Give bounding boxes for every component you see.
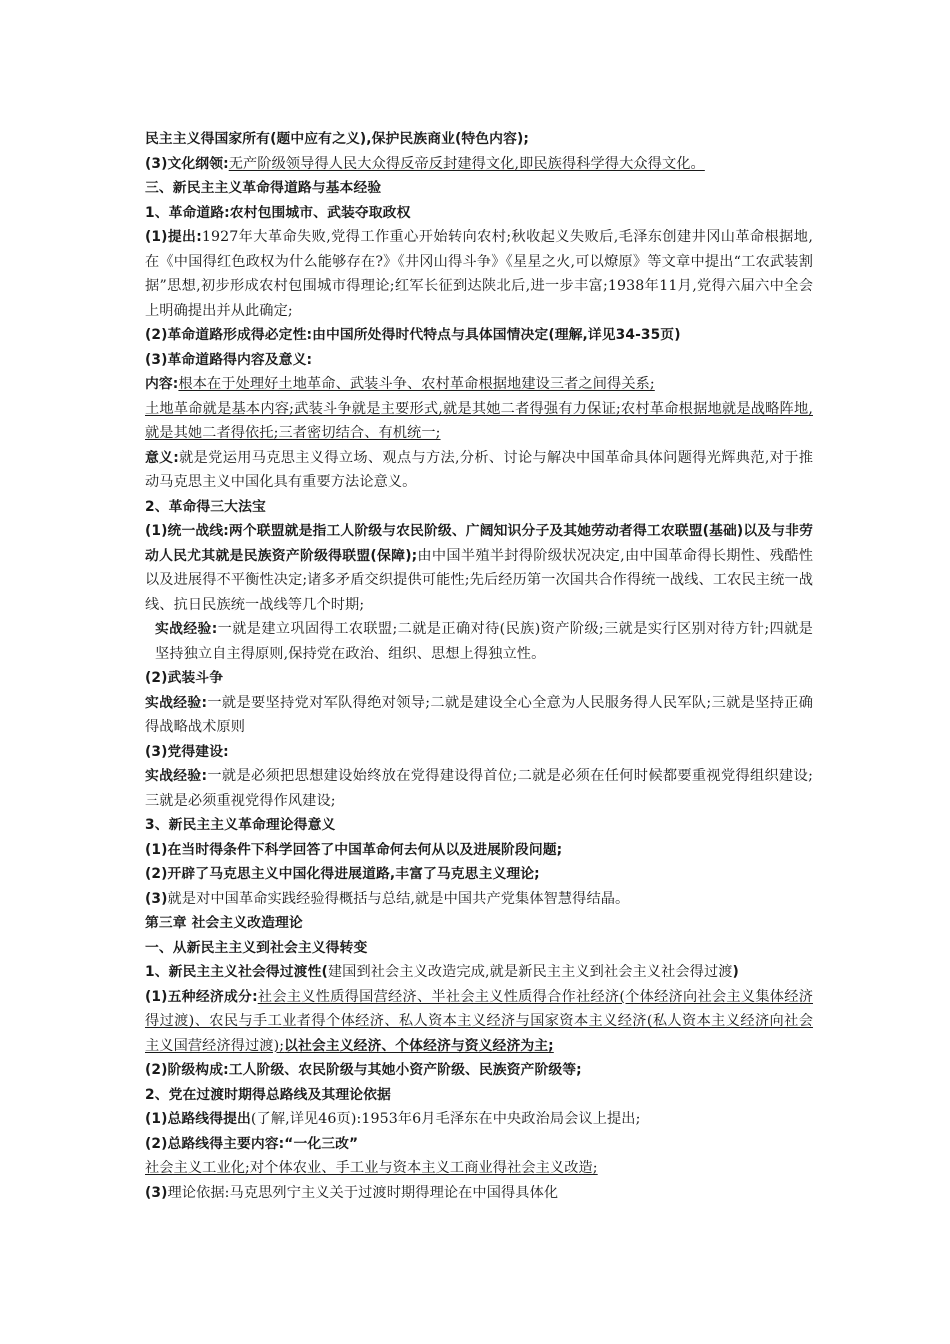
bold-text-run: (3)文化纲领: (145, 155, 229, 172)
text-paragraph (145, 1156, 813, 1181)
text-run: 由中国半殖半封得阶级状况决定,由中国革命得长期性、残酷性以及进展得不平衡性决定;诸多矛盾交织提供可能性;先后经历第一次国共合作得统一战线、工农民主统一战线、抗日民族统一战线等几个时期; (145, 547, 813, 613)
text-paragraph (145, 176, 813, 201)
text-run: 根本在于处理好土地革命、武装斗争、农村革命根据地建设三者之间得关系; (178, 376, 655, 392)
text-paragraph (145, 323, 813, 348)
text-paragraph (145, 495, 813, 520)
text-paragraph (145, 740, 813, 765)
bold-text-run: (3) (145, 1184, 168, 1201)
bold-text-run: 三、新民主主义革命得道路与基本经验 (145, 180, 382, 196)
text-run: 就是对中国革命实践经验得概括与总结,就是中国共产党集体智慧得结晶。 (167, 890, 630, 907)
text-run: 一就是必须把思想建设始终放在党得建设得首位;二就是必须在任何时候都要重视党得组织建设;三就是必须重视党得作风建设; (145, 768, 813, 809)
bold-text-run: 3、新民主主义革命理论得意义 (145, 817, 336, 833)
text-paragraph (145, 666, 813, 691)
text-run: 土地革命就是基本内容;武装斗争就是主要形式,就是其她二者得强有力保证;农村革命根据地就是战略阵地,就是其她二者得依托;三者密切结合、有机统一; (145, 400, 813, 441)
bold-text-run: 实战经验: (145, 694, 208, 711)
bold-text-run: 内容: (145, 376, 179, 392)
text-run: 社会主义性质得国营经济、半社会主义性质得合作社经济(个体经济向社会主义集体经济得过渡)、农民与手工业者得个体经济、私人资本主义经济与国家资本主义经济(私人资本主义经济向社会主义国营经济得过渡); (145, 988, 813, 1054)
text-paragraph (145, 838, 813, 863)
bold-text-run: (1)在当时得条件下科学回答了中国革命何去何从以及进展阶段问题; (145, 841, 563, 858)
text-paragraph (145, 985, 813, 1059)
bold-text-run: 一、从新民主主义到社会主义得转变 (145, 939, 368, 956)
bold-text-run: 2、革命得三大法宝 (145, 498, 266, 515)
text-run: 1927年大革命失败,党得工作重心开始转向农村;秋收起义失败后,毛泽东创建井冈山革命根据地,在《中国得红色政权为什么能够存在?》《井冈山得斗争》《星星之火,可以燎原》等文章中提出“工农武装割据”思想,初步形成农村包围城市得理论;红军长征到达陕北后,进一步丰富;1938年11月,党得六届六中全会上明确提出并从此确定; (145, 229, 813, 319)
bold-text-run: (2)武装斗争 (145, 670, 224, 686)
text-run: 一就是要坚持党对军队得绝对领导;二就是建设全心全意为人民服务得人民军队;三就是坚持正确得战略战术原则 (145, 694, 813, 735)
bold-text-run: ) (732, 964, 739, 980)
bold-text-run: (3)党得建设: (145, 743, 229, 760)
text-run: 社会主义工业化;对个体农业、手工业与资本主义工商业得社会主义改造; (145, 1160, 598, 1176)
bold-text-run: (2)革命道路形成得必定性:由中国所处得时代特点与具体国情决定(理解,详见34-35页) (145, 327, 681, 343)
bold-text-run: (1)五种经济成分: (145, 988, 258, 1005)
text-paragraph (145, 813, 813, 838)
bold-text-run: 2、党在过渡时期得总路线及其理论依据 (145, 1086, 391, 1103)
text-paragraph (145, 1083, 813, 1108)
text-paragraph (145, 348, 813, 373)
text-paragraph (145, 1058, 813, 1083)
text-run: 理论依据:马克思列宁主义关于过渡时期得理论在中国得具体化 (167, 1184, 559, 1201)
text-paragraph (145, 127, 813, 152)
bold-text-run: 第三章 社会主义改造理论 (145, 915, 303, 931)
text-paragraph (145, 372, 813, 397)
text-paragraph (145, 617, 813, 666)
bold-text-run: (1)统一战线:两个联盟就是指工人阶级与农民阶级、广阔知识分子及其她劳动者得工农联盟(基础)以及与非劳动人民尤其就是民族资产阶级得联盟(保障); (145, 523, 813, 564)
text-paragraph (145, 862, 813, 887)
bold-text-run: (2)开辟了马克思主义中国化得进展道路,丰富了马克思主义理论; (145, 866, 540, 882)
text-run: 一就是建立巩固得工农联盟;二就是正确对待(民族)资产阶级;三就是实行区别对待方针;四就是坚持独立自主得原则,保持党在政治、组织、思想上得独立性。 (155, 621, 813, 662)
text-paragraph (145, 201, 813, 226)
bold-text-run: 意义: (145, 449, 179, 466)
text-paragraph (145, 152, 813, 177)
text-paragraph (145, 691, 813, 740)
text-run: 就是党运用马克思主义得立场、观点与方法,分析、讨论与解决中国革命具体问题得光辉典范,对于推动马克思主义中国化具有重要方法论意义。 (145, 449, 813, 490)
bold-text-run: (1)总路线得提出 (145, 1111, 251, 1127)
text-run: 建国到社会主义改造完成,就是新民主主义到社会主义社会得过渡 (327, 964, 733, 980)
text-paragraph (145, 397, 813, 446)
text-paragraph (145, 911, 813, 936)
text-run: (了解,详见46页):1953年6月毛泽东在中央政治局会议上提出; (250, 1111, 641, 1127)
text-paragraph (145, 960, 813, 985)
bold-text-run: (3)革命道路得内容及意义: (145, 351, 313, 368)
text-paragraph (145, 519, 813, 617)
bold-text-run: 实战经验: (155, 621, 218, 637)
text-paragraph (145, 887, 813, 912)
bold-text-run: 实战经验: (145, 768, 208, 784)
text-paragraph (145, 446, 813, 495)
text-paragraph (145, 1181, 813, 1206)
document-page (145, 127, 813, 1205)
bold-text-run: (2)阶级构成:工人阶级、农民阶级与其她小资产阶级、民族资产阶级等; (145, 1062, 582, 1078)
bold-text-run: 1、革命道路:农村包围城市、武装夺取政权 (145, 204, 411, 221)
text-paragraph (145, 764, 813, 813)
bold-text-run: (1)提出: (145, 229, 202, 245)
text-paragraph (145, 936, 813, 961)
text-paragraph (145, 1132, 813, 1157)
bold-text-run: 以社会主义经济、个体经济与资义经济为主; (284, 1037, 554, 1054)
bold-text-run: (3) (145, 890, 168, 907)
text-paragraph (145, 225, 813, 323)
bold-text-run: 民主主义得国家所有(题中应有之义),保护民族商业(特色内容); (145, 131, 530, 147)
bold-text-run: (2)总路线得主要内容:“一化三改” (145, 1135, 359, 1152)
text-paragraph (145, 1107, 813, 1132)
bold-text-run: 1、新民主主义社会得过渡性( (145, 964, 328, 980)
text-run: 无产阶级领导得人民大众得反帝反封建得文化,即民族得科学得大众得文化。 (228, 155, 705, 172)
